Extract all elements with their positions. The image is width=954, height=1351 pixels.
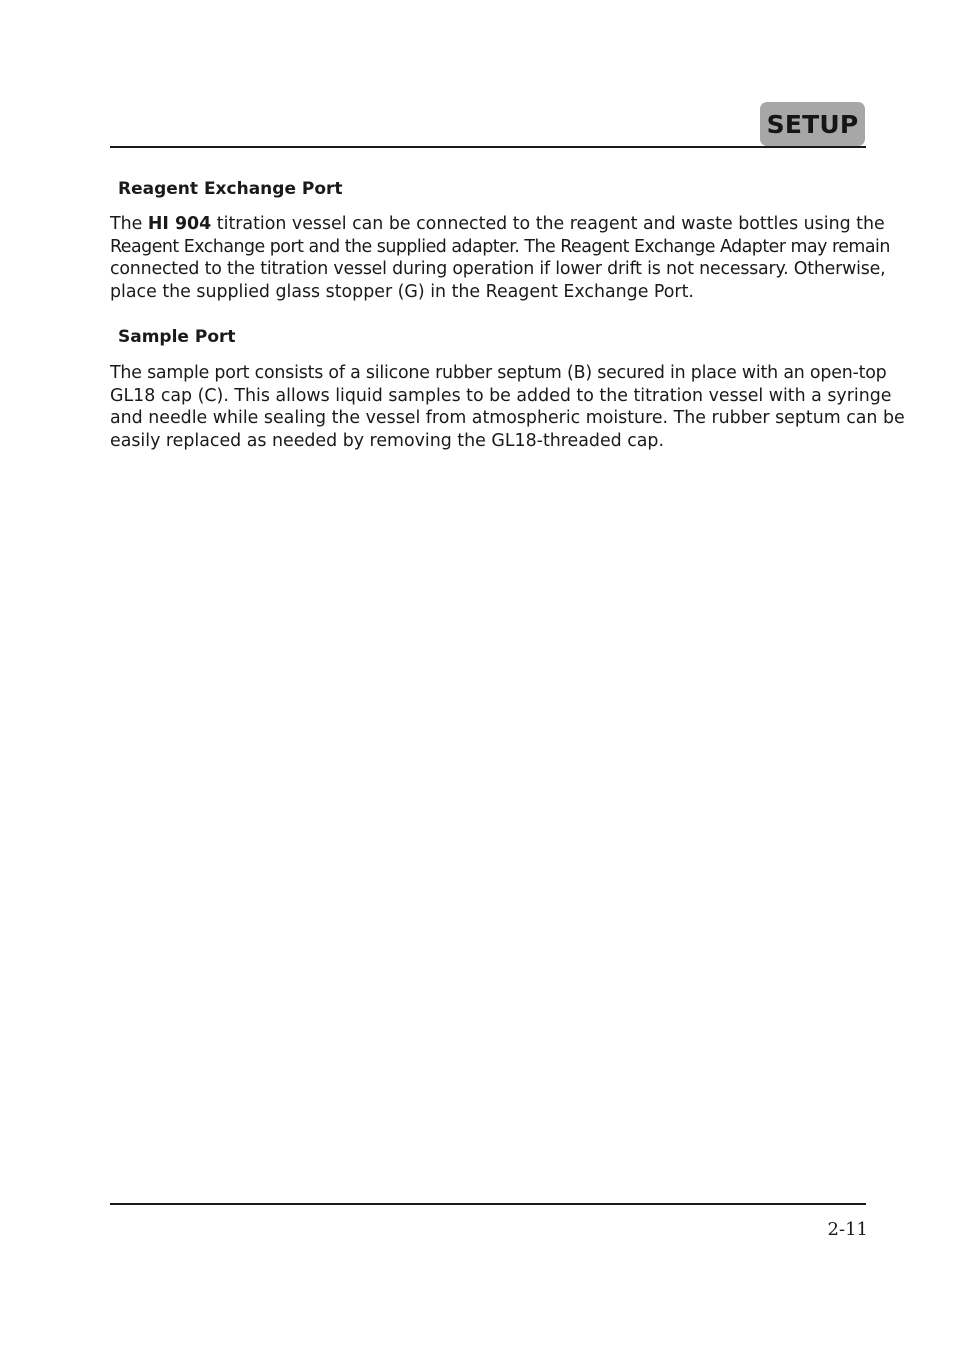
paragraph-line: connected to the titration vessel during operation if lower drift is not necessary. Otherwise, xyxy=(110,259,886,279)
footer-rule xyxy=(110,1203,866,1205)
header-rule xyxy=(110,146,866,148)
paragraph-line: easily replaced as needed by removing the GL18-threaded cap. xyxy=(110,430,665,451)
paragraph-sample-port xyxy=(110,362,905,452)
paragraph-line: and needle while sealing the vessel from atmospheric moisture. The rubber septum can be xyxy=(110,408,905,428)
page-number: 2-11 xyxy=(827,1219,868,1240)
paragraph-line: The HI 904 titration vessel can be connected to the reagent and waste bottles using the xyxy=(110,214,885,234)
section-heading-sample-port: Sample Port xyxy=(118,327,236,347)
paragraph-line: place the supplied glass stopper (G) in the Reagent Exchange Port. xyxy=(110,281,694,302)
paragraph-line: The sample port consists of a silicone rubber septum (B) secured in place with an open-top xyxy=(110,363,887,383)
section-badge: SETUP xyxy=(760,102,865,146)
section-heading-reagent-exchange-port: Reagent Exchange Port xyxy=(118,179,343,199)
paragraph-line: Reagent Exchange port and the supplied adapter. The Reagent Exchange Adapter may remain xyxy=(110,236,890,257)
paragraph-line: GL18 cap (C). This allows liquid samples to be added to the titration vessel with a syringe xyxy=(110,385,892,406)
product-code: HI 904 xyxy=(147,214,212,234)
paragraph-reagent-exchange-port xyxy=(110,213,890,303)
